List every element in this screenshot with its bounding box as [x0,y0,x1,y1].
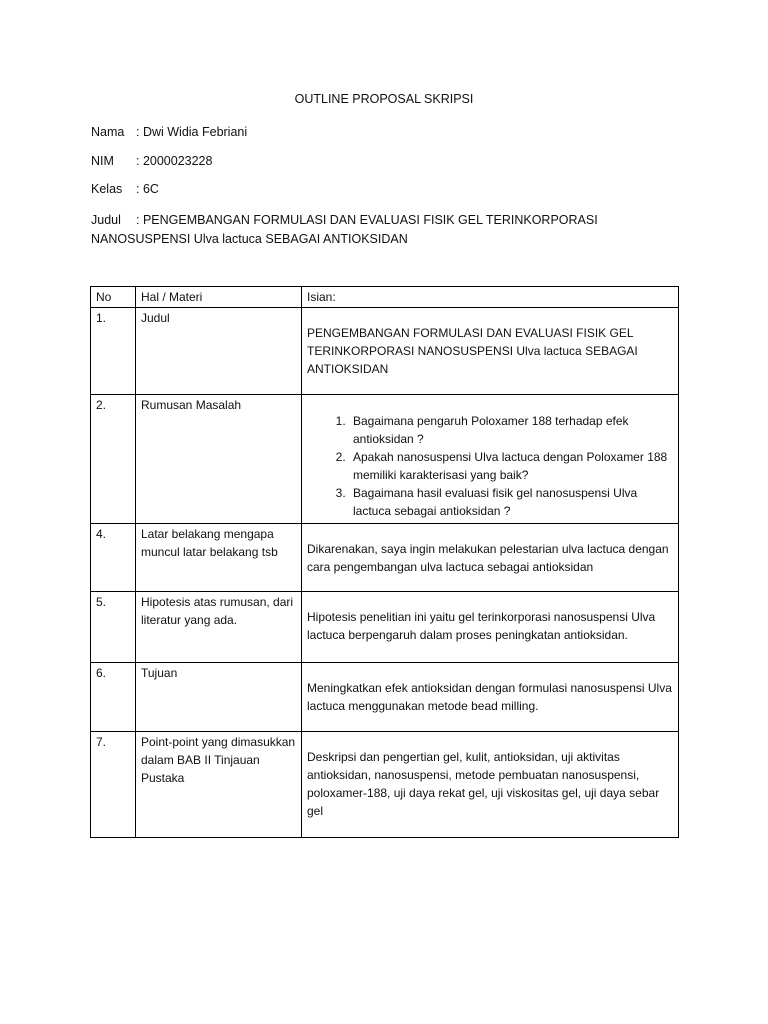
row-hal: Tujuan [136,663,302,732]
table-row [91,732,679,838]
judul-value: : PENGEMBANGAN FORMULASI DAN EVALUASI FISIK GEL TERINKORPORASI NANOSUSPENSI Ulva lactuca SEBAGAI ANTIOKSIDAN [91,213,598,246]
header-hal-materi: Hal / Materi [136,287,302,308]
header-isian: Isian: [302,287,679,308]
judul-label: Judul [91,213,121,227]
list-item: 2. Apakah nanosuspensi Ulva lactuca dengan Poloxamer 188 memiliki karakterisasi yang baik? [349,448,673,484]
table-row [91,395,679,524]
judul-row [91,211,686,249]
row-isian: Hipotesis penelitian ini yaitu gel terinkorporasi nanosuspensi Ulva lactuca berpengaruh dalam proses peningkatan antioksidan. [302,592,679,663]
nama-label: Nama [91,125,125,139]
nama-value: : Dwi Widia Febriani [136,125,248,139]
table-row [91,663,679,732]
list-item: 1. Bagaimana pengaruh Poloxamer 188 terhadap efek antioksidan ? [349,412,673,448]
kelas-row [91,182,159,196]
nim-value: : 2000023228 [136,154,213,168]
row-isian [302,395,679,524]
row-isian: Meningkatkan efek antioksidan dengan formulasi nanosuspensi Ulva lactuca menggunakan metode bead milling. [302,663,679,732]
table-row [91,592,679,663]
row-hal: Point-point yang dimasukkan dalam BAB II Tinjauan Pustaka [136,732,302,838]
row-number: 5. [91,592,136,663]
row-isian: PENGEMBANGAN FORMULASI DAN EVALUASI FISIK GEL TERINKORPORASI NANOSUSPENSI Ulva lactuca SEBAGAI ANTIOKSIDAN [302,308,679,395]
table-row [91,524,679,592]
nim-label: NIM [91,154,114,168]
nama-row [91,125,247,139]
row-number: 6. [91,663,136,732]
header-no: No [91,287,136,308]
nim-row [91,154,212,168]
row-number: 1. [91,308,136,395]
kelas-value: : 6C [136,182,159,196]
row-hal: Judul [136,308,302,395]
table-row [91,308,679,395]
row-isian: Deskripsi dan pengertian gel, kulit, antioksidan, uji aktivitas antioksidan, nanosuspensi, metode pembuatan nanosuspensi, poloxamer-188, uji daya rekat gel, uji viskositas gel, uji daya sebar gel [302,732,679,838]
kelas-label: Kelas [91,182,123,196]
row-number: 2. [91,395,136,524]
row-number: 4. [91,524,136,592]
rumusan-masalah-list [307,396,673,522]
outline-table [90,286,679,838]
row-hal: Hipotesis atas rumusan, dari literatur yang ada. [136,592,302,663]
table-header-row [91,287,679,308]
page-title: OUTLINE PROPOSAL SKRIPSI [294,92,474,106]
row-number: 7. [91,732,136,838]
list-item: 3. Bagaimana hasil evaluasi fisik gel nanosuspensi Ulva lactuca sebagai antioksidan ? [349,484,673,520]
row-hal: Rumusan Masalah [136,395,302,524]
row-hal: Latar belakang mengapa muncul latar belakang tsb [136,524,302,592]
row-isian: Dikarenakan, saya ingin melakukan pelestarian ulva lactuca dengan cara pengembangan ulva lactuca sebagai antioksidan [302,524,679,592]
